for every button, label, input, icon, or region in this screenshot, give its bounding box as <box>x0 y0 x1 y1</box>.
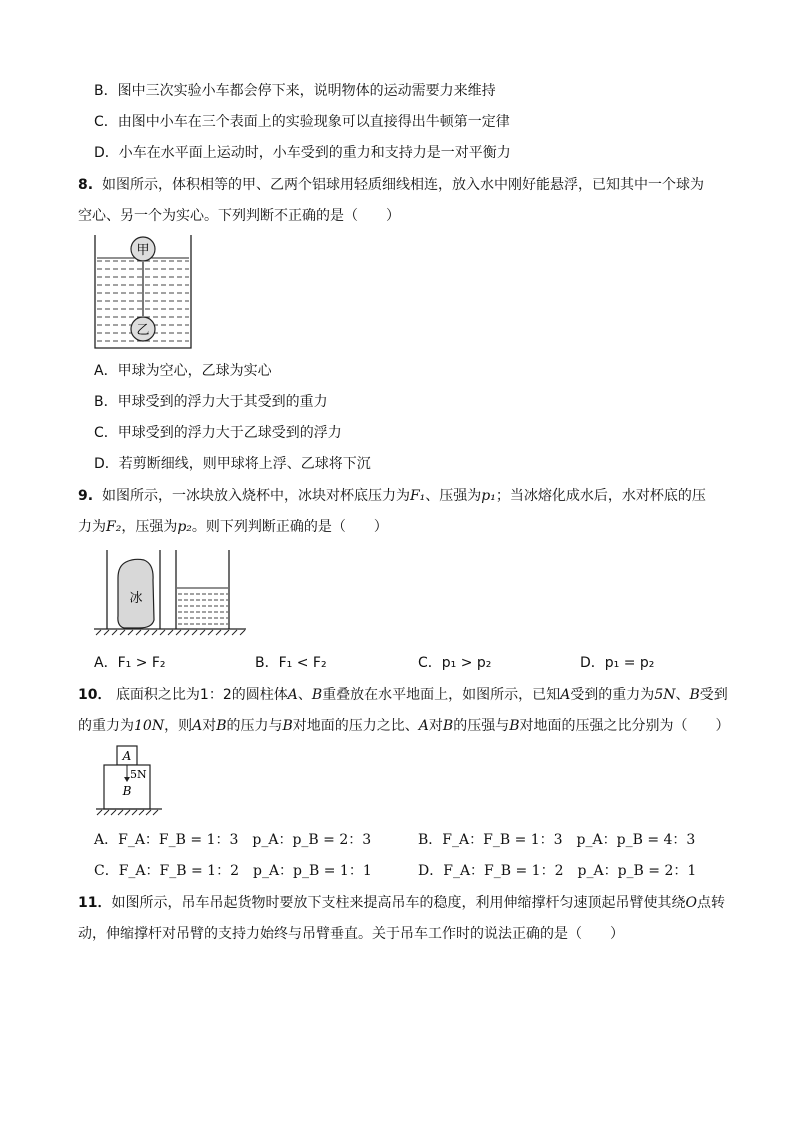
q9-p1: p₁ <box>481 488 496 504</box>
q10-t2b: ，则 <box>164 718 193 734</box>
q11-t1a: 如图所示，吊车吊起货物时要放下支柱来提高吊车的稳度，利用伸缩撑杆匀速顶起吊臂使其绕 <box>111 895 686 911</box>
q10-option-d: D．F_A：F_B = 1：2 p_A：p_B = 2：1 <box>418 863 697 879</box>
q10-t2e: 对地面的压力之比、 <box>292 718 419 734</box>
q10-A4: A <box>418 718 429 734</box>
q10-option-c: C．F_A：F_B = 1：2 p_A：p_B = 1：1 <box>94 863 372 879</box>
q9-text1a: 如图所示，一冰块放入烧杯中，冰块对杯底压力为 <box>101 488 410 504</box>
ice-label: 冰 <box>129 591 143 606</box>
q10-stem-line2 <box>78 716 730 736</box>
q10-t1f: 受到 <box>699 687 728 703</box>
q9-F2: F₂ <box>106 519 122 535</box>
q8-text1: 如图所示，体积相等的甲、乙两个铝球用轻质细线相连，放入水中刚好能悬浮，已知其中一个球为 <box>101 177 704 193</box>
q10-B2: B <box>689 687 700 703</box>
q8-number: 8. <box>78 177 94 193</box>
q9-option-a: A．F₁ > F₂ <box>94 655 166 671</box>
q10-t1a: 底面积之比为1：2的圆柱体 <box>115 687 288 703</box>
q9-stem-line1 <box>78 486 706 506</box>
q10-option-a: A．F_A：F_B = 1：3 p_A：p_B = 2：3 <box>94 832 372 848</box>
q10-t2g: 的压强与 <box>453 718 510 734</box>
q9-text1c: ；当冰熔化成水后，水对杯底的压 <box>495 488 706 504</box>
q10-t2f: 对 <box>428 718 443 734</box>
q11-t1b: 点转 <box>696 895 725 911</box>
ball-jia-label: 甲 <box>136 243 150 258</box>
q7-option-b: B．图中三次实验小车都会停下来，说明物体的运动需要力来维持 <box>94 83 496 99</box>
q9-figure <box>94 550 249 635</box>
q10-t1e: 、 <box>675 687 690 703</box>
q9-option-c: C．p₁ > p₂ <box>418 655 492 671</box>
ball-yi-label: 乙 <box>136 323 150 338</box>
force-label: 5N <box>130 768 147 781</box>
q10-t1d: 受到的重力为 <box>570 687 655 703</box>
q10-t2d: 的压力与 <box>226 718 283 734</box>
q9-text2a: 力为 <box>78 519 106 535</box>
q9-F1: F₁ <box>409 488 426 504</box>
q10-t2a: 的重力为 <box>78 718 134 734</box>
q8-figure-beaker <box>90 233 200 353</box>
q10-figure <box>96 745 166 820</box>
q8-stem-line2: 空心、另一个为实心。下列判断不正确的是（ ） <box>78 208 400 224</box>
q8-option-c: C．甲球受到的浮力大于乙球受到的浮力 <box>94 425 342 441</box>
block-b-label: B <box>122 784 132 798</box>
q10-option-b: B．F_A：F_B = 1：3 p_A：p_B = 4：3 <box>418 832 696 848</box>
q11-stem-line1 <box>78 893 725 913</box>
q10-B6: B <box>509 718 520 734</box>
q10-t2h: 对地面的压强之比分别为（ ） <box>519 718 730 734</box>
q9-text1b: 、压强为 <box>425 488 482 504</box>
block-a-label: A <box>122 749 132 763</box>
q7-option-c: C．由图中小车在三个表面上的实验现象可以直接得出牛顿第一定律 <box>94 114 510 130</box>
q11-number: 11． <box>78 895 112 911</box>
q9-option-d: D．p₁ = p₂ <box>580 655 655 671</box>
q10-t2c: 对 <box>202 718 217 734</box>
q11-O: O <box>685 895 697 911</box>
q10-B1: B <box>311 687 323 703</box>
q9-text2c: 。则下列判断正确的是（ ） <box>191 519 388 535</box>
q10-B5: B <box>442 718 454 734</box>
q10-A3: A <box>192 718 203 734</box>
q9-number: 9. <box>78 488 94 504</box>
q10-number: 10． <box>78 687 112 703</box>
q10-B4: B <box>282 718 293 734</box>
q9-p2: p₂ <box>177 519 192 535</box>
q9-stem-line2 <box>78 517 388 537</box>
q8-option-b: B．甲球受到的浮力大于其受到的重力 <box>94 394 328 410</box>
q7-option-d: D．小车在水平面上运动时，小车受到的重力和支持力是一对平衡力 <box>94 145 511 161</box>
q9-text2b: ，压强为 <box>121 519 178 535</box>
q8-option-a: A．甲球为空心，乙球为实心 <box>94 363 272 379</box>
q10-stem-line1 <box>78 685 728 705</box>
q10-B3: B <box>216 718 227 734</box>
q10-A2: A <box>560 687 571 703</box>
q8-option-d: D．若剪断细线，则甲球将上浮、乙球将下沉 <box>94 456 371 472</box>
q10-t1c: 重叠放在水平地面上，如图所示，已知 <box>322 687 561 703</box>
q10-5N: 5N <box>654 687 676 703</box>
q9-option-b: B．F₁ < F₂ <box>255 655 327 671</box>
q10-t1b: 、 <box>297 687 312 703</box>
q8-stem-line1 <box>78 175 704 195</box>
q11-stem-line2: 动，伸缩撑杆对吊臂的支持力始终与吊臂垂直。关于吊车工作时的说法正确的是（ ） <box>78 926 624 942</box>
q10-10N: 10N <box>134 718 165 734</box>
q10-A1: A <box>287 687 298 703</box>
